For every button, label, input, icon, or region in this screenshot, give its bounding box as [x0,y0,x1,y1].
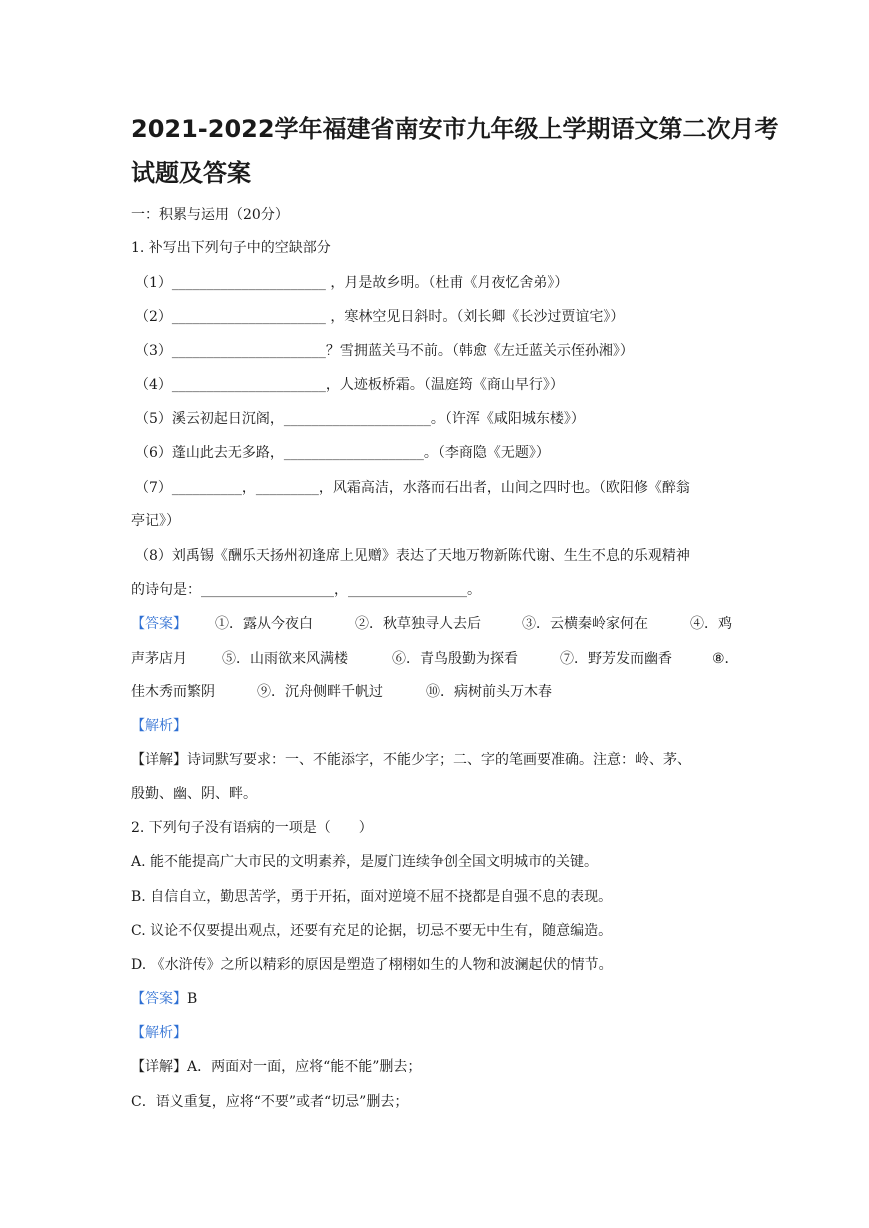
q1-item-6: （6）蓬山此去无多路，____________________。（李商隐《无题》） [135,445,550,461]
q2-detail-line-2: C．语义重复，应将“不要”或者“切忌”删去； [131,1094,409,1110]
q1-stem: 1. 补写出下列句子中的空缺部分 [131,240,331,256]
q1-answer-9: ⑨．沉舟侧畔千帆过 [257,684,383,700]
q2-analysis-label: 【解析】 [131,1025,187,1041]
q2-answer-label: 【答案】 [131,991,187,1007]
q1-analysis-label: 【解析】 [131,718,187,734]
q2-detail-line-1 [131,1057,741,1077]
q2-option-a: A. 能不能提高广大市民的文明素养，是厦门连续争创全国文明城市的关键。 [131,854,599,870]
q1-answer-8-start: ⑧． [712,651,739,667]
q1-answer-2: ②．秋草独寻人去后 [355,616,481,632]
q1-item-2: （2）______________________ ，寒林空见日斜时。（刘长卿《长沙过贾谊宅》） [135,309,625,325]
q1-item-3: （3）______________________？雪拥蓝关马不前。（韩愈《左迁蓝关示侄孙湘》） [135,343,634,359]
section-heading: 一：积累与运用（20分） [131,207,289,223]
q1-detail-line-1 [131,750,741,770]
q1-detail-label: 【详解】 [131,752,187,768]
q1-answer-10: ⑩．病树前头万木春 [426,684,552,700]
q1-item-8: （8）刘禹锡《酬乐天扬州初逢席上见赠》表达了天地万物新陈代谢、生生不息的乐观精神 [135,548,690,564]
q2-option-c: C. 议论不仅要提出观点，还要有充足的论据，切忌不要无中生有，随意编造。 [131,923,613,939]
q1-item-5: （5）溪云初起日沉阁，_____________________。（许浑《咸阳城东楼》） [135,411,585,427]
q1-answer-4-start: ④．鸡 [690,616,732,632]
q1-detail-text-1: 诗词默写要求：一、不能添字，不能少字；二、字的笔画要准确。注意：岭、茅、 [187,752,691,768]
q1-answer-8-end: 佳木秀而繁阴 [131,684,215,700]
q1-answer-6: ⑥．青鸟殷勤为探看 [392,651,518,667]
q1-answer-label: 【答案】 [131,616,187,632]
q2-option-b: B. 自信自立，勤思苦学，勇于开拓，面对逆境不屈不挠都是自强不息的表现。 [131,889,613,905]
q1-answer-5: ⑤．山雨欲来风满楼 [222,651,348,667]
q1-item-4: （4）______________________，人迹板桥霜。（温庭筠《商山早行》） [135,377,564,393]
q1-item-8-continued: 的诗句是：___________________，_________________。 [131,582,481,598]
q2-detail-text-1: A．两面对一面，应将“能不能”删去； [187,1059,422,1075]
q1-detail-line-2: 殷勤、幽、阴、畔。 [131,786,257,802]
q1-answer-3: ③．云横秦岭家何在 [522,616,648,632]
q2-answer-line [131,989,741,1009]
document-title-line-2: 试题及答案 [131,159,251,187]
q2-detail-label: 【详解】 [131,1059,187,1075]
q2-answer-value: B [187,991,198,1007]
q1-item-1: （1）______________________ ，月是故乡明。（杜甫《月夜忆舍弟》） [135,275,569,291]
document-title-line-1: 2021-2022学年福建省南安市九年级上学期语文第二次月考 [131,115,779,143]
q1-answer-4-end: 声茅店月 [131,651,187,667]
q1-answer-7: ⑦．野芳发而幽香 [560,651,672,667]
q2-stem: 2. 下列句子没有语病的一项是（ ） [131,820,373,836]
q1-answer-1: ①．露从今夜白 [215,616,313,632]
q2-option-d: D. 《水浒传》之所以精彩的原因是塑造了栩栩如生的人物和波澜起伏的情节。 [131,957,613,973]
q1-item-7: （7）__________，_________，风霜高洁，水落而石出者，山间之四时也。（欧阳修《醉翁 [135,480,690,496]
q1-item-7-continued: 亭记》） [131,513,180,529]
